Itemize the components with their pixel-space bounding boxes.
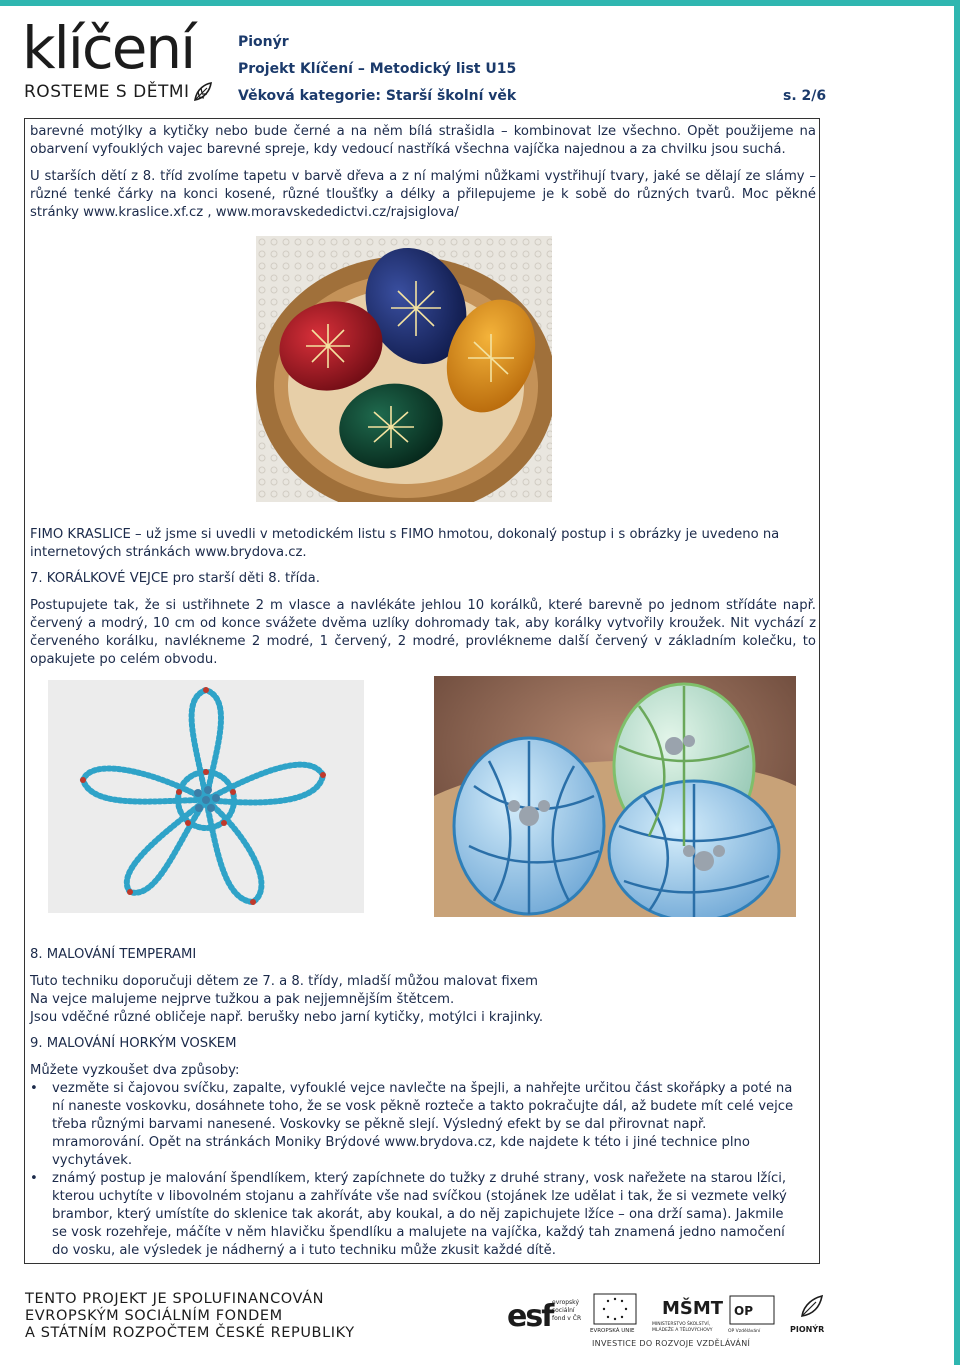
- esf-logo: [506, 1294, 581, 1334]
- tempera-line: Jsou vděčné různé obličeje např. berušky nebo jarní kytičky, motýlci i krajinky.: [30, 1010, 544, 1025]
- tempera-line: Tuto techniku doporučuji dětem ze 7. a 8. třídy, mladší můžou malovat fixem: [30, 974, 538, 989]
- msmt-logo: [652, 1297, 724, 1333]
- list-item: [30, 1170, 800, 1260]
- top-accent-stripe: [0, 0, 960, 6]
- footer-funding-statement: [25, 1291, 355, 1342]
- paragraph-two-methods: Můžete vyzkoušet dva způsoby:: [30, 1063, 240, 1078]
- svg-text:fond v ČR: fond v ČR: [552, 1315, 582, 1322]
- logo-tagline: ROSTEME S DĚTMI: [24, 82, 190, 102]
- tempera-line: Na vejce malujeme nejprve tužkou a pak nejjemnějším štětcem.: [30, 992, 455, 1007]
- list-item: [30, 1080, 800, 1170]
- paragraph-spray-colouring: barevné motýlky a kytičky nebo bude černé a na něm bílá strašidla – kombinovat lze všechno. Opět použijeme na obarvení vyfouklých vajec barevné spreje, kdy vedoucí nastříká všechna vajíčka najednou a za chvilku jsou suchá.: [30, 124, 816, 157]
- svg-text:OP Vzdělávání: OP Vzdělávání: [728, 1329, 761, 1334]
- heading-beaded-egg: 7. KORÁLKOVÉ VEJCE pro starší děti 8. třída.: [30, 571, 320, 586]
- leaf-icon: [192, 80, 214, 104]
- op-logo: [728, 1296, 774, 1334]
- beaded-star-photo: [48, 680, 364, 913]
- pionyr-logo: [790, 1296, 824, 1334]
- svg-text:MINISTERSTVO ŠKOLSTVÍ,: MINISTERSTVO ŠKOLSTVÍ,: [652, 1322, 711, 1327]
- footer-line: TENTO PROJEKT JE SPOLUFINANCOVÁN: [25, 1291, 325, 1307]
- right-accent-stripe: [954, 0, 960, 1365]
- footer-caption: INVESTICE DO ROZVOJE VZDĚLÁVÁNÍ: [592, 1339, 751, 1348]
- paragraph-beaded-instructions: Postupujete tak, že si ustřihnete 2 m vlasce a navlékáte jehlou 10 korálků, které barevně po jednom střídáte např. červený a modrý, 10 cm od konce svážete dvěma uzlíky dohromady tak, aby korálky vytvořily kroužek. Nit vychází z červeného korálku, navlékneme 2 modré, 1 červený, 2 modré, provlékneme další červený v základním kolečku, to opakujete po celém obvodu.: [30, 598, 816, 667]
- svg-text:OP: OP: [734, 1304, 753, 1318]
- list-item-text: známý postup je malování špendlíkem, který zapíchnete do tužky z druhé strany, vosk nařežete na starou lžíci, kterou uchytíte v libovolném stojanu a zahříváte vše nad svíčkou (stojánek lze udělat i tak, že si vezmete velký brambor, který umístíte do sklenice tak akorát, aby koukal, a do něj zapichujete lžíce – ona drží sama). Jakmile se vosk rozehřeje, máčíte v něm hlavičku špendlíku a malujete na vajíčka, každý tah znamená jedno namočení do vosku, ale výsledek je nádherný a i tuto techniku může zkusit každé dítě.: [52, 1171, 787, 1258]
- klicení-logo: [22, 14, 222, 110]
- straw-decorated-eggs-photo: [256, 236, 552, 502]
- eu-flag-logo: [590, 1294, 636, 1334]
- list-item-text: vezměte si čajovou svíčku, zapalte, vyfouklé vejce navlečte na špejli, a nahřejte určitou část skořápky a poté na ní naneste voskovku, dosáhnete toho, že se vosk pěkně rozteče a takto pokračujte dál, až budete mít celé vejce třeba různými barvami nanesené. Voskovky se pěkně slejí. Výsledný efekt by se dal přirovnat např. mramorování. Opět na stránkách Moniky Brýdové www.brydova.cz, kde najdete k této i jiné technice plno vychytávek.: [52, 1081, 794, 1168]
- hot-wax-methods-list: [30, 1080, 800, 1260]
- paragraph-wallpaper-straw: U starších dětí z 8. tříd zvolíme tapetu v barvě dřeva a z ní malými nůžkami vystřihují tvary, jaké se dělají ze slámy – různé tenké čárky na konci kosené, různé tloušťky a délky a přilepujeme je k sobě do různých tvarů. Moc pěkné stránky www.kraslice.xf.cz , www.moravskededictvi.cz/rajsiglova/: [30, 169, 816, 220]
- logo-wordmark: klíčení: [22, 14, 195, 82]
- beaded-eggs-photo: [434, 676, 796, 917]
- header-age-category: Věková kategorie: Starší školní věk: [238, 88, 517, 104]
- svg-text:MŠMT: MŠMT: [662, 1298, 724, 1319]
- bullet-symbol: •: [30, 1171, 38, 1186]
- header-project-title: Projekt Klíčení – Metodický list U15: [238, 61, 517, 77]
- svg-text:EVROPSKÁ UNIE: EVROPSKÁ UNIE: [590, 1328, 635, 1334]
- heading-hot-wax-painting: 9. MALOVÁNÍ HORKÝM VOSKEM: [30, 1036, 237, 1051]
- svg-text:esf: esf: [507, 1299, 553, 1334]
- svg-text:PIONÝR: PIONÝR: [790, 1325, 825, 1334]
- heading-tempera-painting: 8. MALOVÁNÍ TEMPERAMI: [30, 947, 197, 962]
- svg-text:evropský: evropský: [552, 1299, 579, 1306]
- header-organization: Pionýr: [238, 34, 289, 50]
- page-number: s. 2/6: [783, 88, 827, 104]
- paragraph-tempera-instructions: [30, 973, 816, 1027]
- footer-line: EVROPSKÝM SOCIÁLNÍM FONDEM: [25, 1308, 283, 1324]
- bullet-symbol: •: [30, 1081, 38, 1096]
- footer-line: A STÁTNÍM ROZPOČTEM ČESKÉ REPUBLIKY: [25, 1325, 355, 1341]
- svg-text:sociální: sociální: [552, 1307, 575, 1314]
- paragraph-fimo-eggs: FIMO KRASLICE – už jsme si uvedli v metodickém listu s FIMO hmotou, dokonalý postup i s obrázky je uvedeno na internetových stránkách www.brydova.cz.: [30, 527, 780, 560]
- svg-text:MLÁDEŽE A TĚLOVÝCHOVY: MLÁDEŽE A TĚLOVÝCHOVY: [652, 1328, 713, 1333]
